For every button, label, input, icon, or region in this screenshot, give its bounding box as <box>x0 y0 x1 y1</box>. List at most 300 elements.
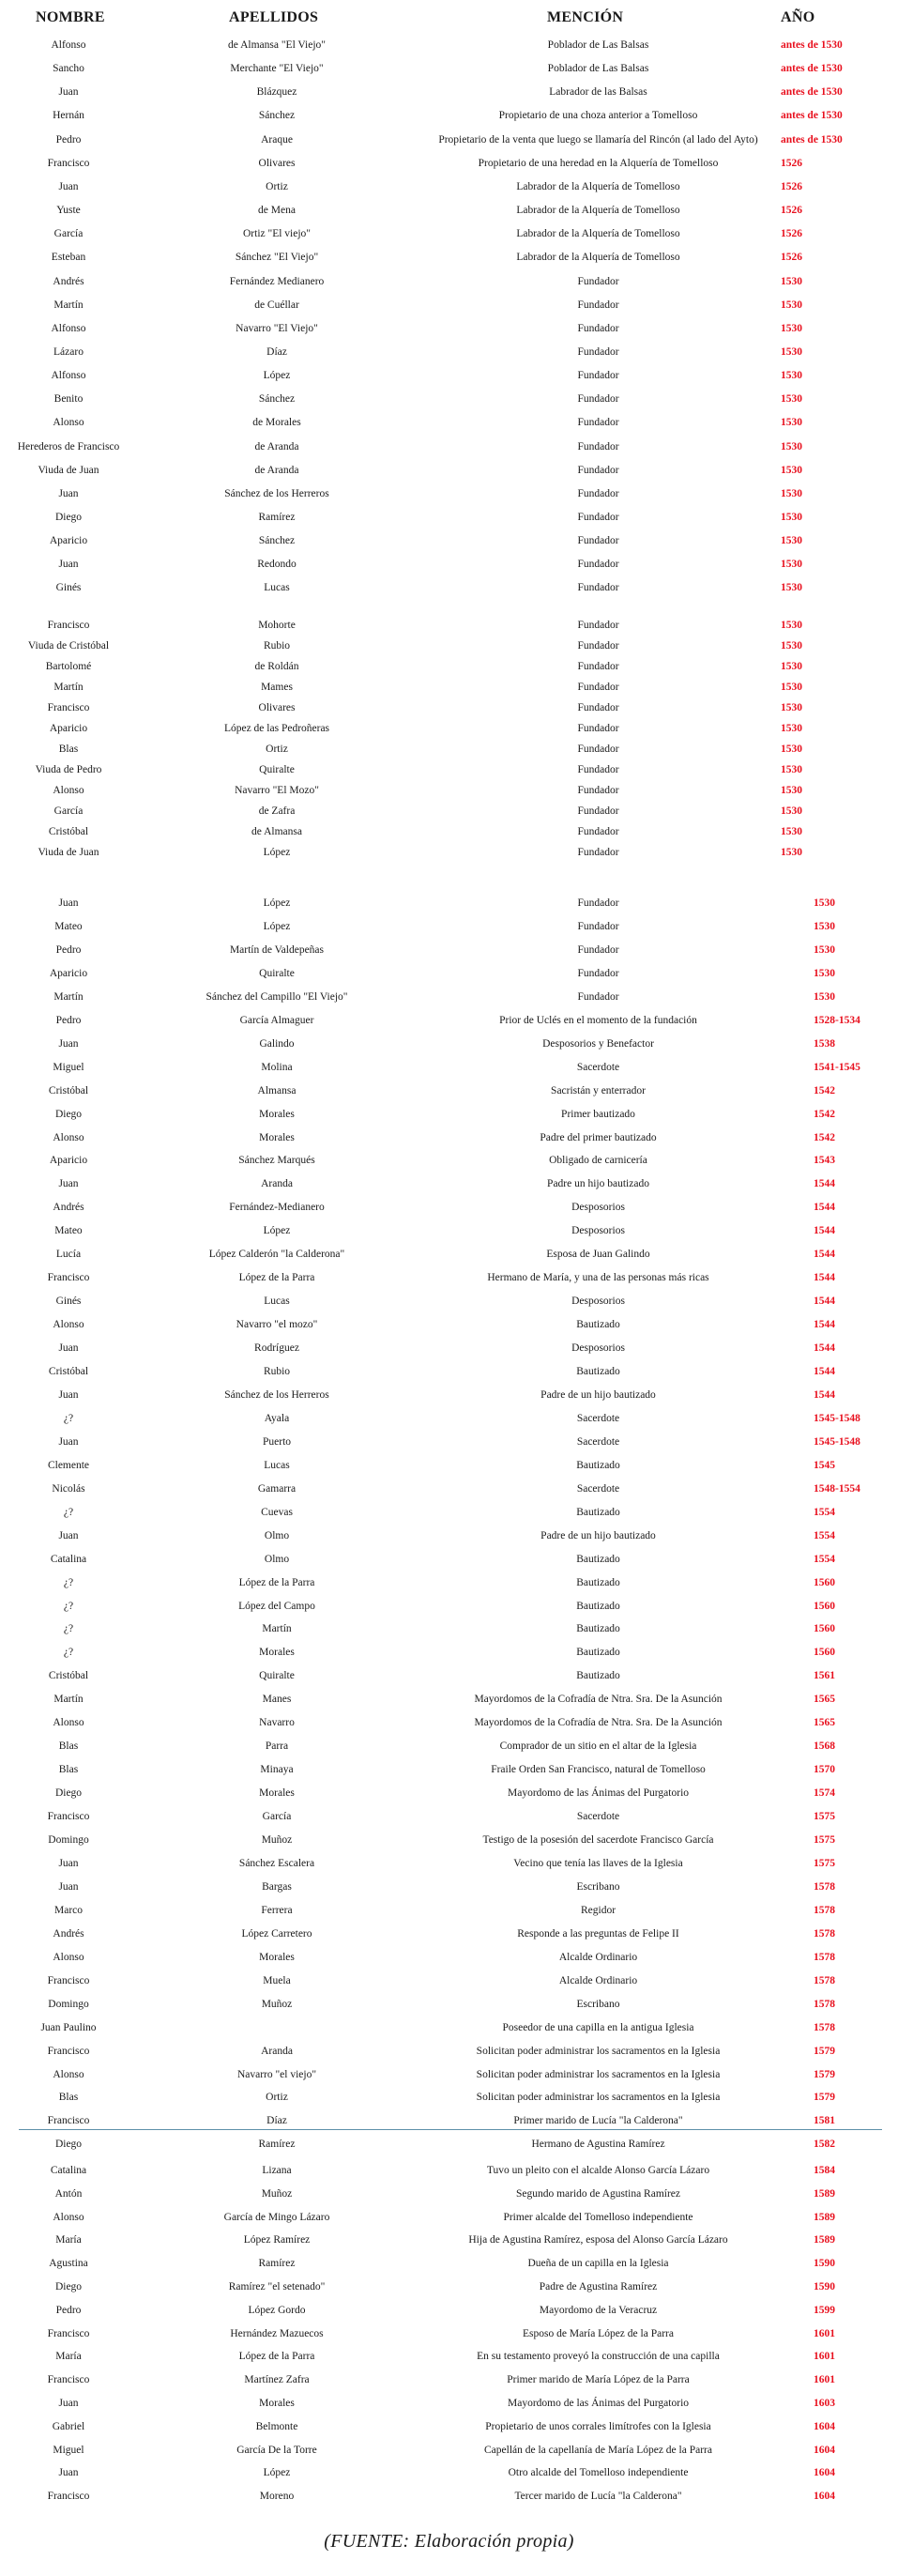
table-row <box>0 104 898 128</box>
cell-nombre: María <box>55 2351 82 2363</box>
cell-nombre: Lucía <box>55 1249 82 1261</box>
cell-nombre: Alonso <box>53 2068 84 2080</box>
cell-nombre: ¿? <box>63 1506 74 1518</box>
cell-mencion: Fundador <box>577 440 619 452</box>
cell-anio: 1530 <box>781 440 802 452</box>
cell-nombre: Andrés <box>53 1927 84 1940</box>
cell-anio: 1561 <box>814 1670 835 1682</box>
cell-nombre: Martín <box>53 1694 84 1706</box>
cell-apellidos: García <box>262 1811 292 1823</box>
cell-nombre: Blas <box>58 2092 79 2104</box>
table-row <box>0 1501 898 1525</box>
cell-nombre: Juan <box>58 1342 79 1355</box>
cell-apellidos: López <box>263 897 291 909</box>
cell-apellidos: Hernández Mazuecos <box>230 2327 324 2339</box>
cell-mencion: Comprador de un sitio en el altar de la Iglesia <box>499 1740 697 1753</box>
cell-anio: 1579 <box>814 2092 835 2104</box>
cell-apellidos: Navarro "El Mozo" <box>235 785 319 796</box>
cell-apellidos: Blázquez <box>256 86 297 99</box>
cell-apellidos: Rodríguez <box>254 1342 299 1355</box>
cell-nombre: Alonso <box>53 1131 84 1143</box>
table-row <box>0 2133 898 2156</box>
cell-mencion: En su testamento proveyó la construcción de una capilla <box>477 2351 720 2363</box>
cell-mencion: Segundo marido de Agustina Ramírez <box>515 2187 681 2200</box>
cell-apellidos: Mames <box>261 682 293 693</box>
table-row <box>0 294 898 317</box>
cell-mencion: Padre de un hijo bautizado <box>540 1388 656 1401</box>
cell-apellidos: de Aranda <box>254 464 299 476</box>
cell-anio: 1601 <box>814 2351 835 2363</box>
cell-anio: 1589 <box>814 2234 835 2246</box>
cell-mencion: Bautizado <box>576 1670 620 1682</box>
cell-nombre: ¿? <box>63 1412 74 1424</box>
cell-mencion: Fundador <box>577 847 619 858</box>
cell-mencion: Desposorios <box>571 1225 625 1237</box>
cell-apellidos: López <box>263 920 291 932</box>
cell-anio: 1604 <box>814 2420 835 2432</box>
cell-nombre: Alonso <box>53 2211 84 2223</box>
cell-apellidos: López de la Parra <box>238 1272 315 1284</box>
cell-anio: 1604 <box>814 2467 835 2479</box>
cell-apellidos: de Mena <box>258 205 296 217</box>
cell-nombre: Alonso <box>53 785 84 796</box>
cell-anio: 1578 <box>814 1998 835 2010</box>
cell-mencion: Bautizado <box>576 1600 620 1612</box>
cell-anio: 1575 <box>814 1857 835 1869</box>
cell-mencion: Fundador <box>577 990 619 1003</box>
table-row <box>0 1196 898 1219</box>
cell-anio: antes de 1530 <box>781 39 843 51</box>
cell-anio: 1530 <box>781 322 802 334</box>
table-row <box>0 1618 898 1641</box>
cell-mencion: Primer alcalde del Tomelloso independiente <box>503 2211 693 2223</box>
cell-apellidos: Olmo <box>264 1553 290 1565</box>
cell-nombre: Diego <box>54 2139 83 2151</box>
group-divider <box>19 2129 882 2130</box>
table-row <box>0 2159 898 2183</box>
cell-anio: 1578 <box>814 1927 835 1940</box>
cell-nombre: Aparicio <box>49 535 88 547</box>
cell-apellidos: López <box>263 1225 291 1237</box>
cell-apellidos: de Aranda <box>254 440 299 452</box>
cell-nombre: Francisco <box>47 1272 90 1284</box>
table-row <box>0 1056 898 1080</box>
cell-nombre: García <box>53 805 84 817</box>
table-row <box>0 2040 898 2063</box>
table-row <box>0 1899 898 1923</box>
cell-nombre: Cristóbal <box>48 826 89 837</box>
table-row <box>0 1407 898 1431</box>
cell-mencion: Poblador de Las Balsas <box>547 63 649 75</box>
cell-anio: 1581 <box>814 2115 835 2127</box>
cell-apellidos: Puerto <box>262 1435 292 1448</box>
table-row <box>0 436 898 459</box>
cell-anio: 1530 <box>781 744 802 755</box>
cell-apellidos: Navarro "El Viejo" <box>236 322 318 334</box>
cell-nombre: Catalina <box>50 2165 87 2176</box>
cell-apellidos: Ramírez "el setenado" <box>228 2281 326 2292</box>
cell-mencion: Prior de Uclés en el momento de la fundación <box>499 1014 697 1026</box>
table-row <box>0 1595 898 1618</box>
cell-mencion: Sacerdote <box>576 1412 620 1424</box>
cell-mencion: Otro alcalde del Tomelloso independiente <box>508 2467 689 2479</box>
cell-anio: 1526 <box>781 252 802 264</box>
table-row <box>0 2086 898 2109</box>
cell-mencion: Tercer marido de Lucía "la Calderona" <box>514 2491 682 2503</box>
cell-apellidos: Morales <box>259 2398 295 2409</box>
table-row <box>0 246 898 269</box>
cell-anio: 1526 <box>781 228 802 240</box>
cell-apellidos: Muñoz <box>261 1834 293 1846</box>
cell-nombre: Herederos de Francisco <box>17 440 120 452</box>
cell-nombre: Juan <box>58 1435 79 1448</box>
cell-nombre: ¿? <box>63 1647 74 1659</box>
cell-mencion: Padre del primer bautizado <box>540 1131 657 1143</box>
cell-mencion: Alcalde Ordinario <box>558 1951 638 1963</box>
cell-mencion: Sacerdote <box>576 1482 620 1495</box>
table-row <box>0 553 898 576</box>
table-row <box>0 1313 898 1337</box>
cell-nombre: Andrés <box>53 275 84 287</box>
cell-anio: 1554 <box>814 1553 835 1565</box>
cell-nombre: Alonso <box>53 417 84 429</box>
cell-anio: 1578 <box>814 1904 835 1916</box>
cell-anio: 1530 <box>814 990 835 1003</box>
cell-apellidos: Morales <box>259 1108 295 1120</box>
cell-mencion: Hermano de Agustina Ramírez <box>531 2139 665 2151</box>
table-row <box>0 2183 898 2206</box>
cell-nombre: Francisco <box>47 2327 90 2339</box>
cell-apellidos: Lizana <box>262 2165 292 2176</box>
cell-anio: 1604 <box>814 2444 835 2456</box>
cell-mencion: Propietario de una heredad en la Alquería de Tomelloso <box>478 157 719 169</box>
cell-anio: 1530 <box>781 393 802 406</box>
cell-mencion: Escribano <box>576 1880 620 1893</box>
cell-mencion: Propietario de una choza anterior a Tomelloso <box>498 110 698 122</box>
cell-anio: 1544 <box>814 1319 835 1331</box>
cell-nombre: Benito <box>53 393 84 406</box>
cell-mencion: Fundador <box>577 967 619 979</box>
cell-anio: 1578 <box>814 1880 835 1893</box>
cell-anio: 1530 <box>814 920 835 932</box>
cell-anio: 1528-1534 <box>814 1014 860 1026</box>
cell-apellidos: Sánchez de los Herreros <box>224 487 329 499</box>
cell-nombre: Alfonso <box>51 370 86 382</box>
table-row <box>0 1431 898 1454</box>
table-row <box>0 1572 898 1595</box>
cell-apellidos: de Almansa "El Viejo" <box>228 39 326 51</box>
cell-apellidos: Bargas <box>262 1880 292 1893</box>
cell-mencion: Mayordomos de la Cofradía de Ntra. Sra. De la Asunción <box>474 1717 723 1729</box>
cell-apellidos: de Almansa <box>251 826 302 837</box>
cell-apellidos: Navarro "el viejo" <box>236 2068 317 2080</box>
cell-nombre: Francisco <box>47 2374 90 2386</box>
cell-mencion: Regidor <box>580 1904 616 1916</box>
cell-anio: 1601 <box>814 2327 835 2339</box>
cell-apellidos: López <box>263 370 291 382</box>
cell-anio: antes de 1530 <box>781 133 843 146</box>
cell-nombre: Francisco <box>47 1974 90 1986</box>
cell-mencion: Padre un hijo bautizado <box>547 1178 649 1190</box>
cell-anio: 1554 <box>814 1529 835 1541</box>
cell-mencion: Hija de Agustina Ramírez, esposa del Alonso García Lázaro <box>468 2234 728 2246</box>
cell-apellidos: Martínez Zafra <box>244 2374 310 2386</box>
cell-anio: 1544 <box>814 1388 835 1401</box>
table-row <box>0 2485 898 2508</box>
cell-apellidos: Cuevas <box>261 1506 293 1518</box>
cell-anio: 1560 <box>814 1600 835 1612</box>
cell-anio: 1530 <box>781 723 802 734</box>
table-row <box>0 1876 898 1899</box>
cell-apellidos: Moreno <box>259 2491 295 2503</box>
cell-mencion: Mayordomo de las Ánimas del Purgatorio <box>507 1787 690 1800</box>
cell-mencion: Propietario de unos corrales limítrofes con la Iglesia <box>485 2420 711 2432</box>
cell-apellidos: Ramírez <box>258 2258 296 2270</box>
cell-anio: 1545-1548 <box>814 1435 860 1448</box>
cell-mencion: Escribano <box>576 1998 620 2010</box>
cell-apellidos: García de Mingo Lázaro <box>223 2211 330 2223</box>
cell-anio: 1604 <box>814 2491 835 2503</box>
cell-nombre: Aparicio <box>49 1155 88 1167</box>
table-row <box>0 1080 898 1103</box>
cell-mencion: Padre de un hijo bautizado <box>540 1529 656 1541</box>
cell-anio: 1584 <box>814 2165 835 2176</box>
table-row <box>0 841 898 865</box>
cell-nombre: Aparicio <box>49 967 88 979</box>
cell-anio: 1554 <box>814 1506 835 1518</box>
cell-apellidos: Mohorte <box>258 620 296 631</box>
cell-mencion: Solicitan poder administrar los sacramentos en la Iglesia <box>476 2092 721 2104</box>
cell-nombre: Francisco <box>47 1811 90 1823</box>
cell-mencion: Esposo de María López de la Parra <box>523 2327 674 2339</box>
cell-nombre: Pedro <box>55 1014 82 1026</box>
cell-anio: 1603 <box>814 2398 835 2409</box>
cell-mencion: Fundador <box>577 417 619 429</box>
cell-nombre: Alonso <box>53 1717 84 1729</box>
cell-nombre: Juan <box>58 1037 79 1050</box>
table-row <box>0 1009 898 1033</box>
cell-apellidos: Galindo <box>259 1037 295 1050</box>
cell-apellidos: Navarro <box>259 1717 295 1729</box>
cell-apellidos: López Calderón "la Calderona" <box>208 1249 345 1261</box>
cell-nombre: Hernán <box>53 110 84 122</box>
table-row <box>0 2206 898 2230</box>
cell-anio: 1544 <box>814 1342 835 1355</box>
cell-anio: 1541-1545 <box>814 1061 860 1073</box>
cell-apellidos: Lucas <box>264 1296 290 1308</box>
cell-mencion: Fundador <box>577 723 619 734</box>
cell-anio: 1601 <box>814 2374 835 2386</box>
cell-nombre: Juan <box>58 1388 79 1401</box>
table-row <box>0 1454 898 1478</box>
cell-mencion: Bautizado <box>576 1553 620 1565</box>
cell-nombre: Martín <box>53 990 84 1003</box>
cell-mencion: Fundador <box>577 805 619 817</box>
cell-anio: 1530 <box>781 275 802 287</box>
cell-mencion: Capellán de la capellanía de María López de la Parra <box>484 2444 712 2456</box>
header-apellidos: APELLIDOS <box>229 9 319 25</box>
cell-anio: 1544 <box>814 1296 835 1308</box>
cell-nombre: Diego <box>54 2281 83 2292</box>
cell-nombre: Agustina <box>49 2258 88 2270</box>
cell-nombre: Clemente <box>47 1459 90 1471</box>
cell-nombre: Antón <box>54 2187 83 2200</box>
cell-nombre: Francisco <box>47 702 90 713</box>
table-row <box>0 2345 898 2369</box>
cell-nombre: Francisco <box>47 620 90 631</box>
cell-mencion: Fraile Orden San Francisco, natural de Tomelloso <box>491 1764 706 1776</box>
cell-mencion: Fundador <box>577 487 619 499</box>
cell-mencion: Solicitan poder administrar los sacramentos en la Iglesia <box>476 2045 721 2057</box>
cell-apellidos: Muñoz <box>261 1998 293 2010</box>
table-row <box>0 2439 898 2462</box>
cell-apellidos: Ayala <box>264 1412 290 1424</box>
cell-mencion: Fundador <box>577 702 619 713</box>
cell-apellidos: Molina <box>261 1061 293 1073</box>
cell-mencion: Testigo de la posesión del sacerdote Francisco García <box>482 1834 714 1846</box>
cell-nombre: Lázaro <box>53 345 84 358</box>
table-row <box>0 341 898 364</box>
cell-anio: 1530 <box>781 464 802 476</box>
cell-anio: 1526 <box>781 157 802 169</box>
cell-apellidos: Fernández-Medianero <box>229 1202 325 1214</box>
table-row <box>0 1735 898 1758</box>
cell-mencion: Fundador <box>577 370 619 382</box>
cell-nombre: ¿? <box>63 1623 74 1635</box>
cell-anio: 1530 <box>781 620 802 631</box>
cell-apellidos: Minaya <box>260 1764 294 1776</box>
cell-nombre: Juan <box>58 1880 79 1893</box>
cell-anio: 1530 <box>781 512 802 523</box>
table-row <box>0 2323 898 2346</box>
cell-apellidos: García Almaguer <box>239 1014 314 1026</box>
cell-apellidos: Morales <box>259 1647 295 1659</box>
cell-nombre: Cristóbal <box>48 1366 89 1377</box>
cell-apellidos: López de las Pedroñeras <box>223 723 330 734</box>
cell-anio: 1530 <box>781 582 802 594</box>
cell-anio: 1545 <box>814 1459 835 1471</box>
table-row <box>0 1829 898 1852</box>
cell-mencion: Poblador de Las Balsas <box>547 39 649 51</box>
cell-anio: 1530 <box>781 847 802 858</box>
cell-nombre: Blas <box>58 744 79 755</box>
cell-mencion: Propietario de la venta que luego se llamaría del Rincón (al lado del Ayto) <box>438 133 758 146</box>
table-row <box>0 129 898 152</box>
cell-anio: 1589 <box>814 2211 835 2223</box>
cell-anio: 1544 <box>814 1249 835 1261</box>
cell-nombre: Cristóbal <box>48 1084 89 1096</box>
table-row <box>0 459 898 483</box>
table-row <box>0 34 898 57</box>
cell-apellidos: Sánchez <box>258 110 296 122</box>
cell-anio: 1590 <box>814 2281 835 2292</box>
table-row <box>0 2392 898 2415</box>
table-row <box>0 1478 898 1501</box>
cell-nombre: María <box>55 2234 82 2246</box>
cell-mencion: Mayordomos de la Cofradía de Ntra. Sra. De la Asunción <box>474 1694 723 1706</box>
cell-nombre: Juan <box>58 1529 79 1541</box>
cell-nombre: Francisco <box>47 157 90 169</box>
cell-apellidos: Ortiz <box>266 2092 288 2104</box>
cell-nombre: Alonso <box>53 1951 84 1963</box>
cell-anio: 1530 <box>814 897 835 909</box>
cell-mencion: Fundador <box>577 582 619 594</box>
cell-nombre: Viuda de Cristóbal <box>27 640 110 652</box>
cell-anio: 1526 <box>781 205 802 217</box>
cell-anio: 1542 <box>814 1108 835 1120</box>
table-row <box>0 529 898 553</box>
cell-nombre: Juan <box>58 559 79 571</box>
table-row <box>0 388 898 411</box>
cell-apellidos: Muñoz <box>261 2187 293 2200</box>
cell-apellidos: Belmonte <box>255 2420 298 2432</box>
header-anio: AÑO <box>781 9 815 25</box>
table-row <box>0 2016 898 2040</box>
cell-anio: 1545-1548 <box>814 1412 860 1424</box>
cell-nombre: Andrés <box>53 1202 84 1214</box>
table-row <box>0 1290 898 1313</box>
cell-anio: 1530 <box>781 487 802 499</box>
cell-nombre: Martín <box>53 299 84 311</box>
cell-nombre: Juan <box>58 86 79 99</box>
cell-apellidos: Sánchez Escalera <box>238 1857 315 1869</box>
table-row <box>0 1993 898 2016</box>
cell-mencion: Fundador <box>577 393 619 406</box>
cell-mencion: Bautizado <box>576 1623 620 1635</box>
cell-anio: 1589 <box>814 2187 835 2200</box>
cell-nombre: Mateo <box>54 1225 83 1237</box>
cell-nombre: Domingo <box>48 1834 89 1846</box>
cell-apellidos: Martín de Valdepeñas <box>229 943 325 956</box>
cell-anio: 1542 <box>814 1084 835 1096</box>
cell-anio: 1544 <box>814 1225 835 1237</box>
cell-mencion: Labrador de las Balsas <box>549 86 647 99</box>
cell-mencion: Sacristán y enterrador <box>551 1084 646 1096</box>
cell-mencion: Fundador <box>577 897 619 909</box>
table-row <box>0 986 898 1009</box>
cell-mencion: Fundador <box>577 559 619 571</box>
cell-apellidos: García De la Torre <box>236 2444 317 2456</box>
table-row <box>0 939 898 962</box>
cell-mencion: Primer marido de Lucía "la Calderona" <box>513 2115 683 2127</box>
header-nombre: NOMBRE <box>36 9 105 25</box>
cell-mencion: Primer marido de María López de la Parra <box>507 2374 690 2386</box>
cell-anio: 1578 <box>814 2021 835 2033</box>
cell-apellidos: de Cuéllar <box>254 299 299 311</box>
table-row <box>0 1384 898 1407</box>
cell-anio: 1565 <box>814 1694 835 1706</box>
cell-anio: 1526 <box>781 180 802 192</box>
cell-anio: 1579 <box>814 2068 835 2080</box>
cell-apellidos: Rubio <box>263 1366 291 1377</box>
cell-nombre: Juan Paulino <box>40 2021 97 2033</box>
cell-nombre: ¿? <box>63 1576 74 1588</box>
cell-mencion: Labrador de la Alquería de Tomelloso <box>516 228 680 240</box>
cell-apellidos: Aranda <box>261 1178 293 1190</box>
cell-nombre: Pedro <box>55 943 82 956</box>
cell-apellidos: de Roldán <box>254 661 299 672</box>
cell-anio: 1575 <box>814 1834 835 1846</box>
cell-mencion: Desposorios <box>571 1202 625 1214</box>
table-row <box>0 1243 898 1266</box>
cell-apellidos: de Zafra <box>258 805 296 817</box>
cell-anio: 1560 <box>814 1647 835 1659</box>
table-row <box>0 2252 898 2276</box>
cell-nombre: Juan <box>58 487 79 499</box>
cell-nombre: Pedro <box>55 133 82 146</box>
table-row <box>0 81 898 104</box>
cell-mencion: Fundador <box>577 620 619 631</box>
